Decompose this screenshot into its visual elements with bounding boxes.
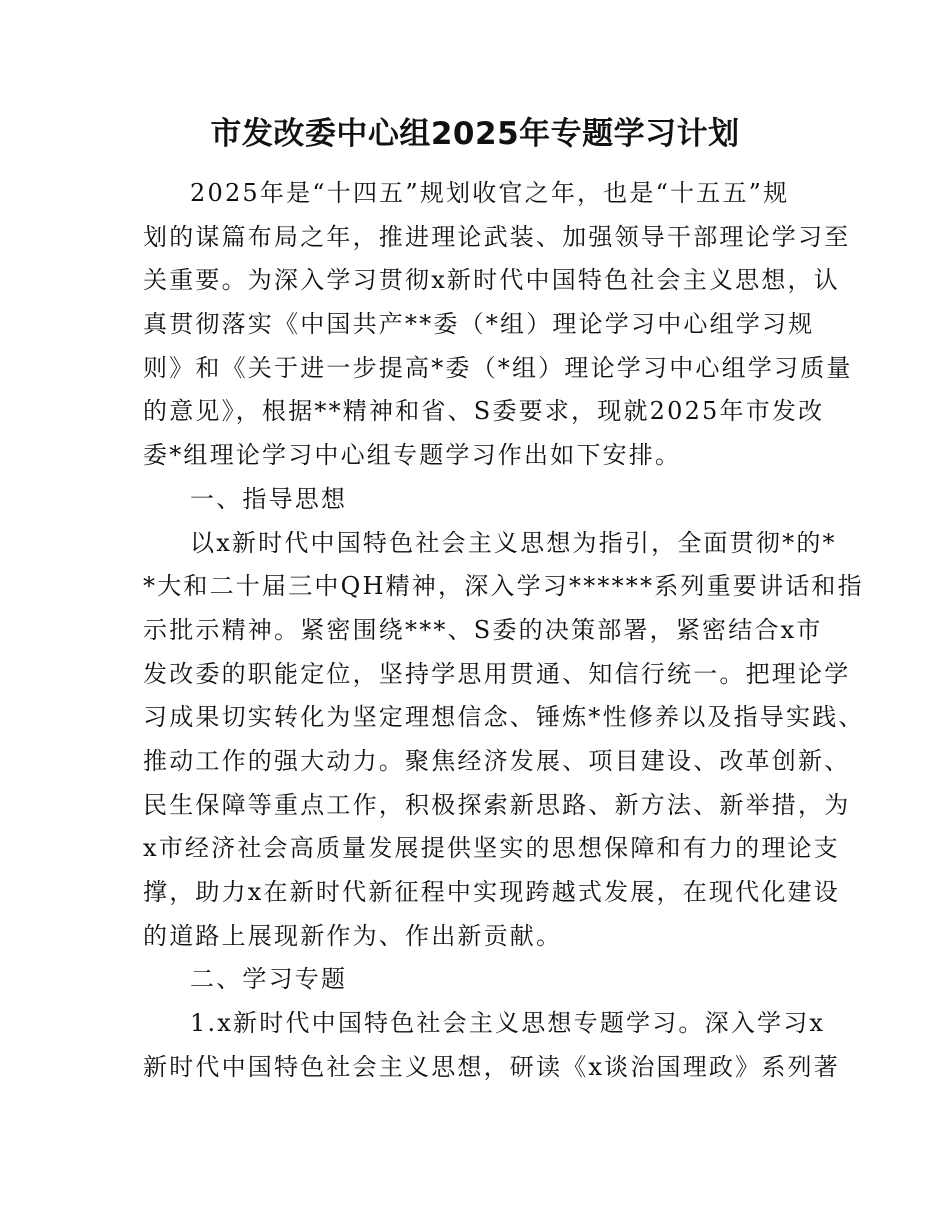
paragraph-line: 划的谋篇布局之年，推进理论武装、加强领导干部理论学习至 [143, 222, 851, 251]
paragraph-line: x市经济社会高质量发展提供坚实的思想保障和有力的理论支 [143, 834, 840, 863]
paragraph-line: 的道路上展现新作为、作出新贡献。 [143, 921, 563, 950]
paragraph-line: 的意见》，根据**精神和省、S委要求，现就2025年市发改 [143, 397, 825, 426]
paragraph-line: 真贯彻落实《中国共产**委（*组）理论学习中心组学习规 [143, 310, 815, 339]
paragraph-line: 委*组理论学习中心组专题学习作出如下安排。 [143, 441, 682, 470]
document-body [143, 172, 865, 1089]
paragraph-line: 以x新时代中国特色社会主义思想为指引，全面贯彻*的* [190, 528, 837, 557]
paragraph-line: 推动工作的强大动力。聚焦经济发展、项目建设、改革创新、 [143, 746, 851, 775]
paragraph-line: 民生保障等重点工作，积极探索新思路、新方法、新举措，为 [143, 790, 851, 819]
paragraph-line: 1.x新时代中国特色社会主义思想专题学习。深入学习x [190, 1009, 826, 1038]
paragraph-line: 2025年是“十四五”规划收官之年，也是“十五五”规 [190, 179, 790, 207]
section-heading-guiding-ideology: 一、指导思想 [190, 484, 348, 513]
paragraph-line: 发改委的职能定位，坚持学思用贯通、知信行统一。把理论学 [143, 659, 851, 688]
paragraph-line: 示批示精神。紧密围绕***、S委的决策部署，紧密结合x市 [143, 615, 823, 644]
paragraph-line: 习成果切实转化为坚定理想信念、锤炼*性修养以及指导实践、 [143, 703, 865, 732]
section-heading-study-topics: 二、学习专题 [190, 965, 348, 994]
paragraph-line: 关重要。为深入学习贯彻x新时代中国特色社会主义思想，认 [143, 266, 840, 295]
paragraph-line: 新时代中国特色社会主义思想，研读《x谈治国理政》系列著 [143, 1052, 840, 1081]
paragraph-line: 撑，助力x在新时代新征程中实现跨越式发展，在现代化建设 [143, 878, 840, 906]
document-title: 市发改委中心组2025年专题学习计划 [210, 116, 740, 152]
paragraph-line: *大和二十届三中QH精神，深入学习******系列重要讲话和指 [143, 572, 864, 601]
paragraph-line: 则》和《关于进一步提高*委（*组）理论学习中心组学习质量 [143, 353, 853, 382]
